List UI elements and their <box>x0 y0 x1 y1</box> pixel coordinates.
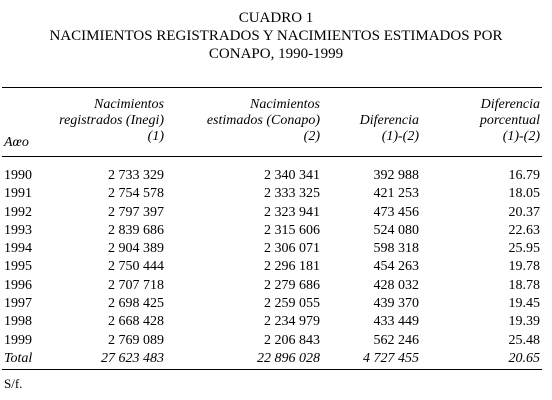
diferencia-cell: 524 080 <box>373 222 419 238</box>
year-cell: 1993 <box>4 222 32 238</box>
table-row <box>0 295 552 313</box>
porcentual-cell: 18.05 <box>508 186 540 202</box>
total-registrados: 27 623 483 <box>101 350 164 366</box>
table-row <box>0 204 552 222</box>
table-row <box>0 222 552 240</box>
year-cell: 1998 <box>4 314 32 330</box>
total-porcentual: 20.65 <box>508 350 540 366</box>
diferencia-cell: 598 318 <box>373 241 419 257</box>
registrados-cell: 2 769 089 <box>108 332 164 348</box>
registrados-cell: 2 668 428 <box>108 314 164 330</box>
porcentual-cell: 25.95 <box>508 241 540 257</box>
table-number: CUADRO 1 <box>238 10 314 26</box>
diferencia-cell: 433 449 <box>373 314 419 330</box>
year-cell: 1992 <box>4 204 32 220</box>
year-cell: 1999 <box>4 332 32 348</box>
diferencia-cell: 473 456 <box>373 204 419 220</box>
year-cell: 1995 <box>4 259 32 275</box>
porcentual-cell: 19.45 <box>508 296 540 312</box>
porcentual-cell: 19.78 <box>508 259 540 275</box>
table-title-line: NACIMIENTOS REGISTRADOS Y NACIMIENTOS ESTIMADOS POR <box>49 28 503 44</box>
table-row <box>0 313 552 331</box>
table-row <box>0 240 552 258</box>
estimados-cell: 2 315 606 <box>264 222 320 238</box>
table-row <box>0 332 552 350</box>
year-cell: 1994 <box>4 241 32 257</box>
table-row <box>0 167 552 185</box>
total-row <box>0 350 552 368</box>
header-rule <box>2 156 542 157</box>
total-label: Total <box>4 350 33 366</box>
top-rule <box>2 87 542 88</box>
diferencia-cell: 439 370 <box>373 296 419 312</box>
estimados-cell: 2 259 055 <box>264 296 320 312</box>
source-note: S/f. <box>4 376 23 391</box>
table-row <box>0 185 552 203</box>
estimados-cell: 2 234 979 <box>264 314 320 330</box>
diferencia-cell: 562 246 <box>373 332 419 348</box>
year-cell: 1991 <box>4 186 32 202</box>
registrados-cell: 2 707 718 <box>108 277 164 293</box>
diferencia-cell: 428 032 <box>373 277 419 293</box>
estimados-cell: 2 333 325 <box>264 186 320 202</box>
registrados-cell: 2 839 686 <box>108 222 164 238</box>
porcentual-cell: 25.48 <box>508 332 540 348</box>
year-cell: 1990 <box>4 168 32 183</box>
registrados-cell: 2 754 578 <box>108 186 164 202</box>
estimados-cell: 2 340 341 <box>264 168 320 183</box>
total-diferencia: 4 727 455 <box>363 350 419 366</box>
header-registrados: Nacimientos registrados (Inegi) (1) <box>59 97 164 144</box>
registrados-cell: 2 750 444 <box>108 259 164 275</box>
diferencia-cell: 454 263 <box>373 259 419 275</box>
header-year: Aœo <box>4 135 29 150</box>
table-title <box>0 9 552 63</box>
header-diferencia-porcentual: Diferencia porcentual (1)-(2) <box>479 97 540 144</box>
header-estimados: Nacimientos estimados (Conapo) (2) <box>206 97 320 144</box>
registrados-cell: 2 904 389 <box>108 241 164 257</box>
table-row <box>0 258 552 276</box>
estimados-cell: 2 206 843 <box>264 332 320 348</box>
registrados-cell: 2 797 397 <box>108 204 164 220</box>
porcentual-cell: 16.79 <box>508 168 540 183</box>
porcentual-cell: 19.39 <box>508 314 540 330</box>
porcentual-cell: 20.37 <box>508 204 540 220</box>
estimados-cell: 2 306 071 <box>264 241 320 257</box>
header-diferencia: Diferencia (1)-(2) <box>359 113 419 144</box>
table-title-line: CONAPO, 1990-1999 <box>208 46 344 62</box>
year-cell: 1997 <box>4 296 32 312</box>
total-estimados: 22 896 028 <box>257 350 320 366</box>
estimados-cell: 2 323 941 <box>264 204 320 220</box>
year-cell: 1996 <box>4 277 32 293</box>
table-body <box>0 167 552 368</box>
table-row <box>0 277 552 295</box>
diferencia-cell: 392 988 <box>373 168 419 183</box>
estimados-cell: 2 279 686 <box>264 277 320 293</box>
registrados-cell: 2 698 425 <box>108 296 164 312</box>
registrados-cell: 2 733 329 <box>108 168 164 183</box>
porcentual-cell: 18.78 <box>508 277 540 293</box>
porcentual-cell: 22.63 <box>508 222 540 238</box>
diferencia-cell: 421 253 <box>373 186 419 202</box>
estimados-cell: 2 296 181 <box>264 259 320 275</box>
bottom-rule <box>2 369 542 370</box>
